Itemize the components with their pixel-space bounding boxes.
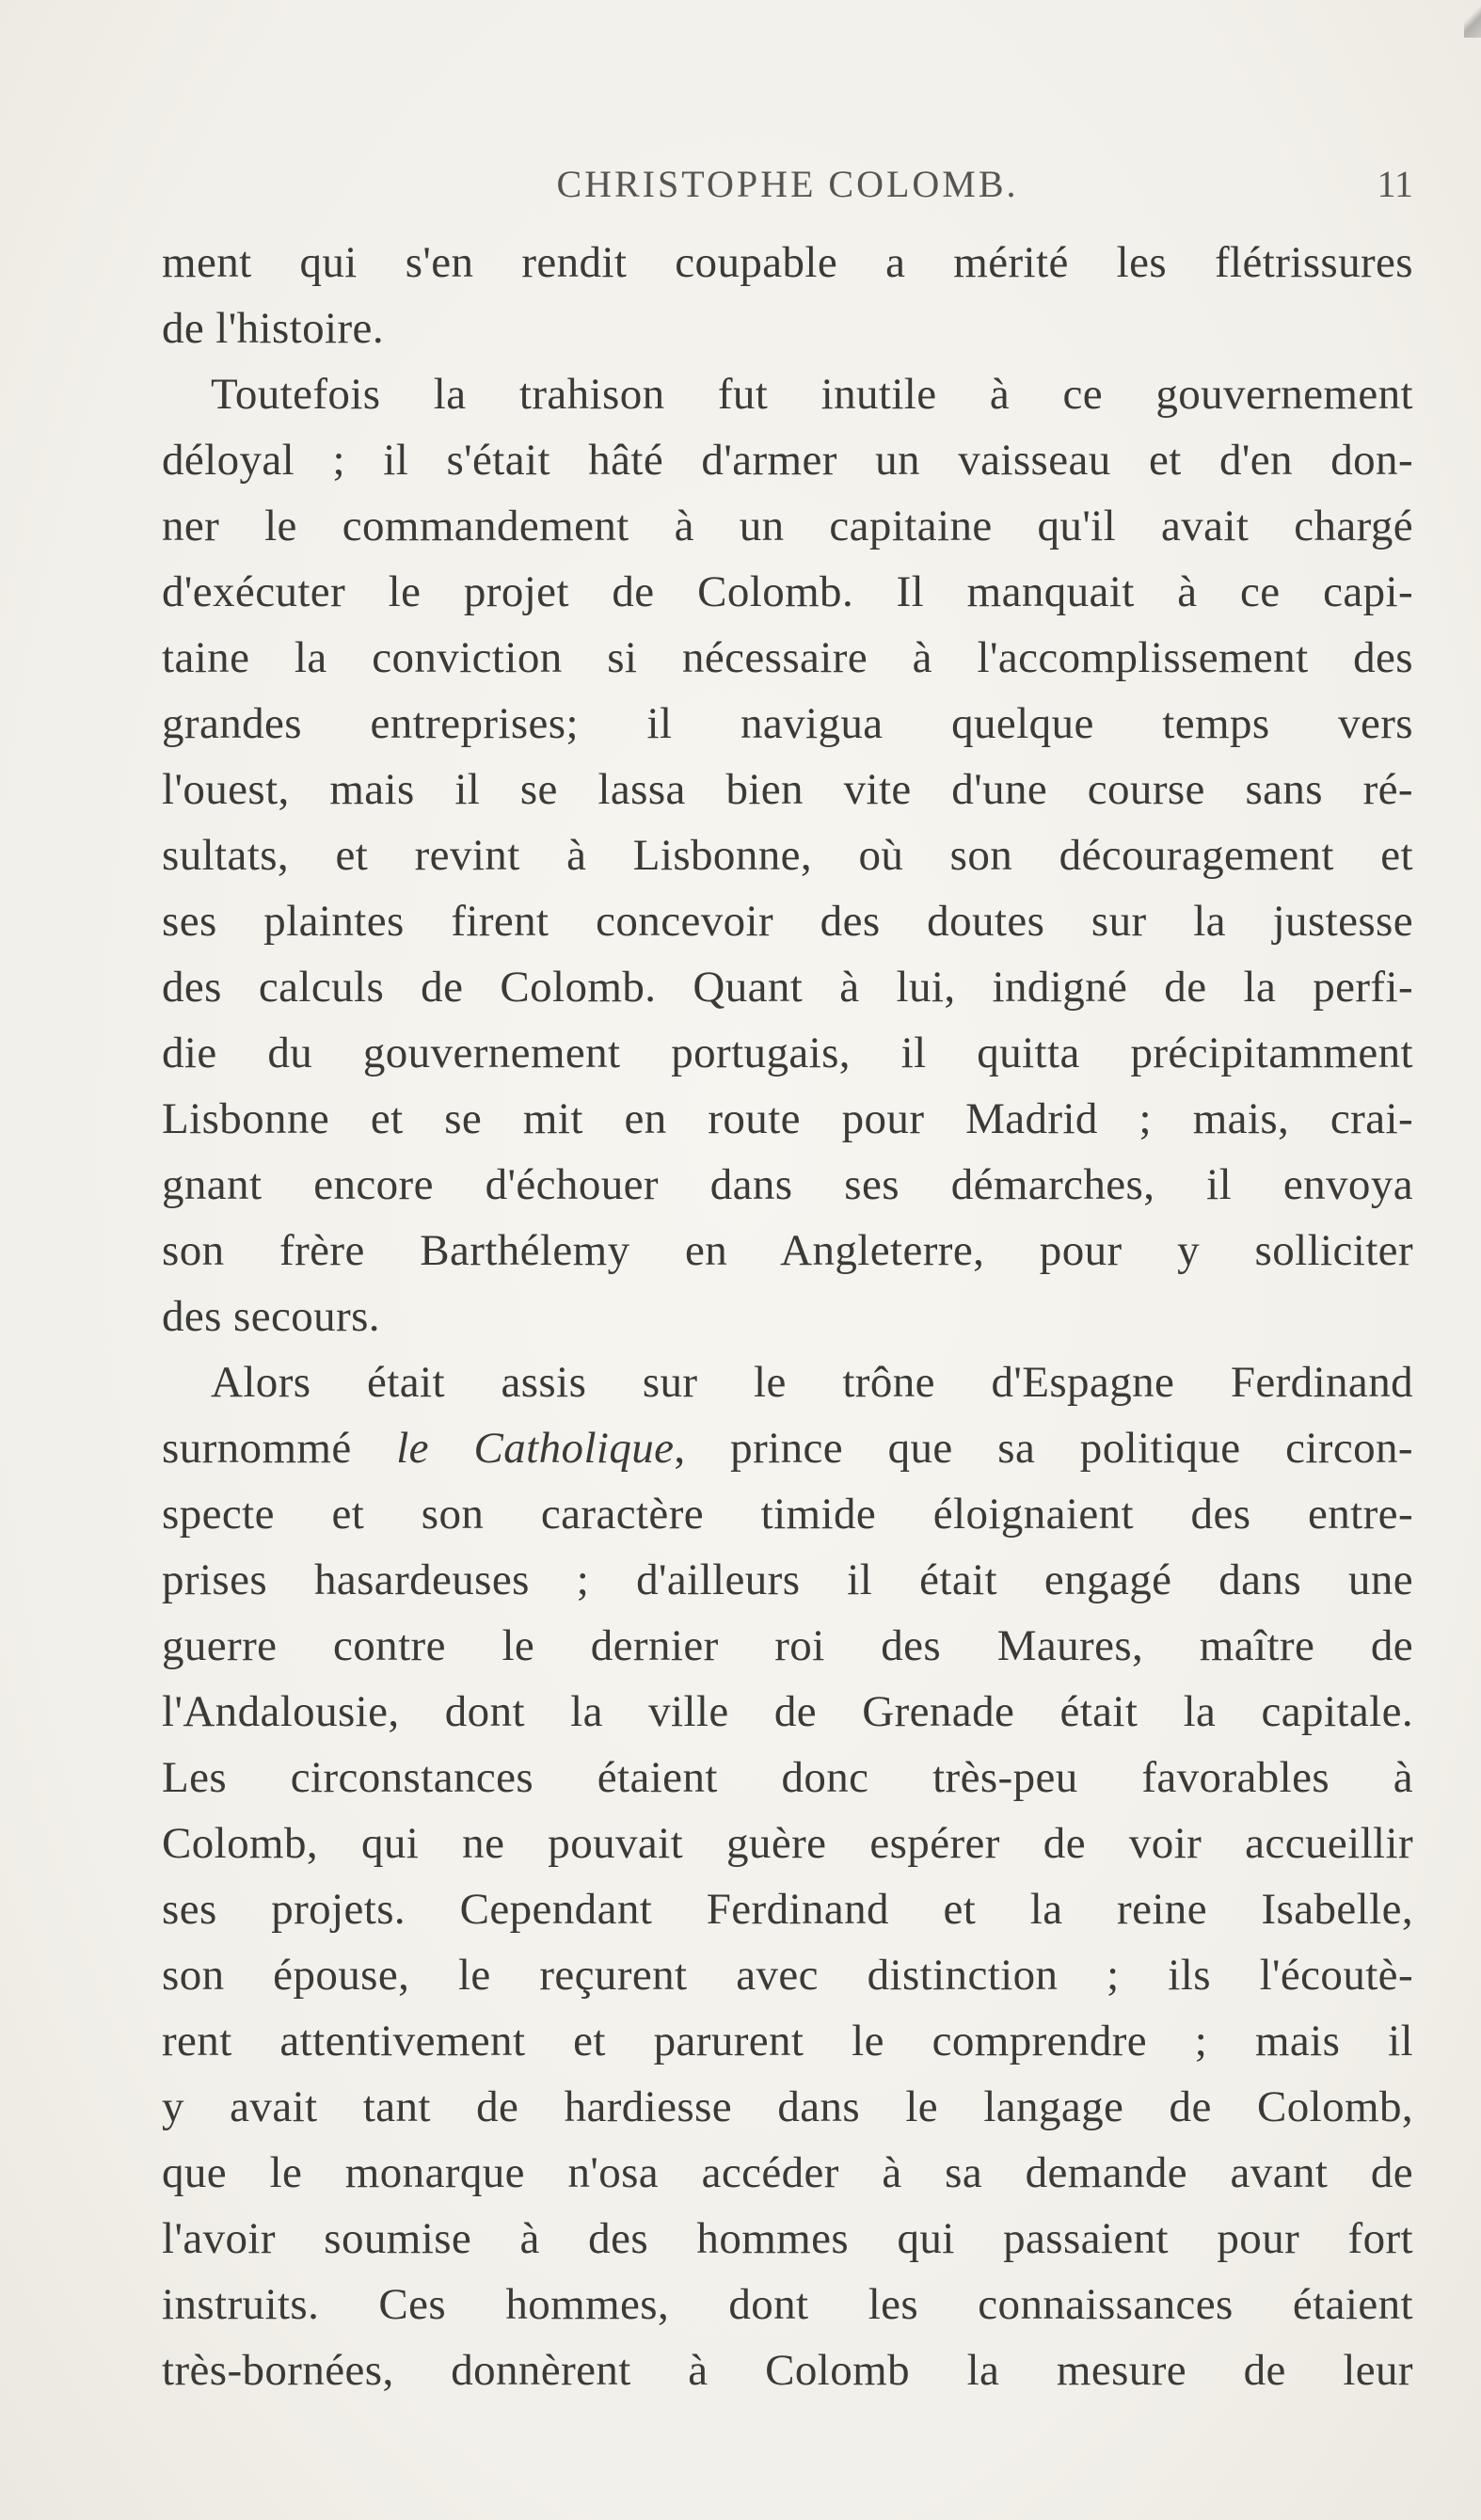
text-line: rent attentivement et parurent le comprendre ; mais il (162, 2017, 1413, 2065)
text-line: Lisbonne et se mit en route pour Madrid ; mais, crai- (162, 1094, 1413, 1143)
text-line: y avait tant de hardiesse dans le langage de Colomb, (162, 2082, 1413, 2131)
text-line: sultats, et revint à Lisbonne, où son découragement et (162, 831, 1413, 880)
text-line: Les circonstances étaient donc très-peu favorables à (162, 1753, 1413, 1802)
text-line: die du gouvernement portugais, il quitta précipitamment (162, 1029, 1413, 1077)
text-line-with-italic (162, 1415, 1413, 1481)
running-title: CHRISTOPHE COLOMB. (556, 163, 1019, 205)
text-line: instruits. Ces hommes, dont les connaissances étaient (162, 2280, 1413, 2329)
page-corner-fold (1464, 0, 1481, 38)
text-line: son épouse, le reçurent avec distinction ; ils l'écoutè- (162, 1951, 1413, 2000)
text-line: ner le commandement à un capitaine qu'il avait chargé (162, 502, 1413, 550)
text-fragment: , prince que sa politique circon- (674, 1424, 1413, 1473)
page-header (162, 162, 1413, 209)
text-line: très-bornées, donnèrent à Colomb la mesure de leur (162, 2346, 1413, 2395)
text-line: que le monarque n'osa accéder à sa demande avant de (162, 2148, 1413, 2197)
text-line: des secours. (162, 1292, 380, 1341)
italic-epithet: le Catholique (396, 1424, 675, 1473)
text-line: prises hasardeuses ; d'ailleurs il était engagé dans une (162, 1555, 1413, 1604)
page-number: 11 (1377, 163, 1413, 205)
text-line: gnant encore d'échouer dans ses démarches, il envoya (162, 1160, 1413, 1209)
text-line: Toutefois la trahison fut inutile à ce gouvernement (211, 370, 1413, 419)
text-line: des calculs de Colomb. Quant à lui, indigné de la perfi- (162, 963, 1413, 1012)
text-line: l'avoir soumise à des hommes qui passaient pour fort (162, 2214, 1413, 2263)
text-line: grandes entreprises; il navigua quelque temps vers (162, 699, 1413, 748)
text-line: taine la conviction si nécessaire à l'accomplissement des (162, 633, 1413, 682)
text-line: ses plaintes firent concevoir des doutes sur la justesse (162, 897, 1413, 946)
text-line: guerre contre le dernier roi des Maures, maître de (162, 1621, 1413, 1670)
text-line: de l'histoire. (162, 304, 384, 353)
text-line: Alors était assis sur le trône d'Espagne Ferdinand (211, 1358, 1413, 1407)
text-line: specte et son caractère timide éloignaient des entre- (162, 1490, 1413, 1539)
text-line: ment qui s'en rendit coupable a mérité les flétrissures (162, 238, 1413, 287)
text-fragment: surnommé (162, 1424, 397, 1473)
text-line: Colomb, qui ne pouvait guère espérer de voir accueillir (162, 1819, 1413, 1868)
text-line: son frère Barthélemy en Angleterre, pour y solliciter (162, 1226, 1413, 1275)
body-text (162, 230, 1413, 2403)
text-line: d'exécuter le projet de Colomb. Il manquait à ce capi- (162, 567, 1413, 616)
text-line: déloyal ; il s'était hâté d'armer un vaisseau et d'en don- (162, 436, 1413, 485)
text-line: ses projets. Cependant Ferdinand et la reine Isabelle, (162, 1885, 1413, 1934)
text-line: l'Andalousie, dont la ville de Grenade était la capitale. (162, 1687, 1413, 1736)
text-line: l'ouest, mais il se lassa bien vite d'une course sans ré- (162, 765, 1413, 814)
